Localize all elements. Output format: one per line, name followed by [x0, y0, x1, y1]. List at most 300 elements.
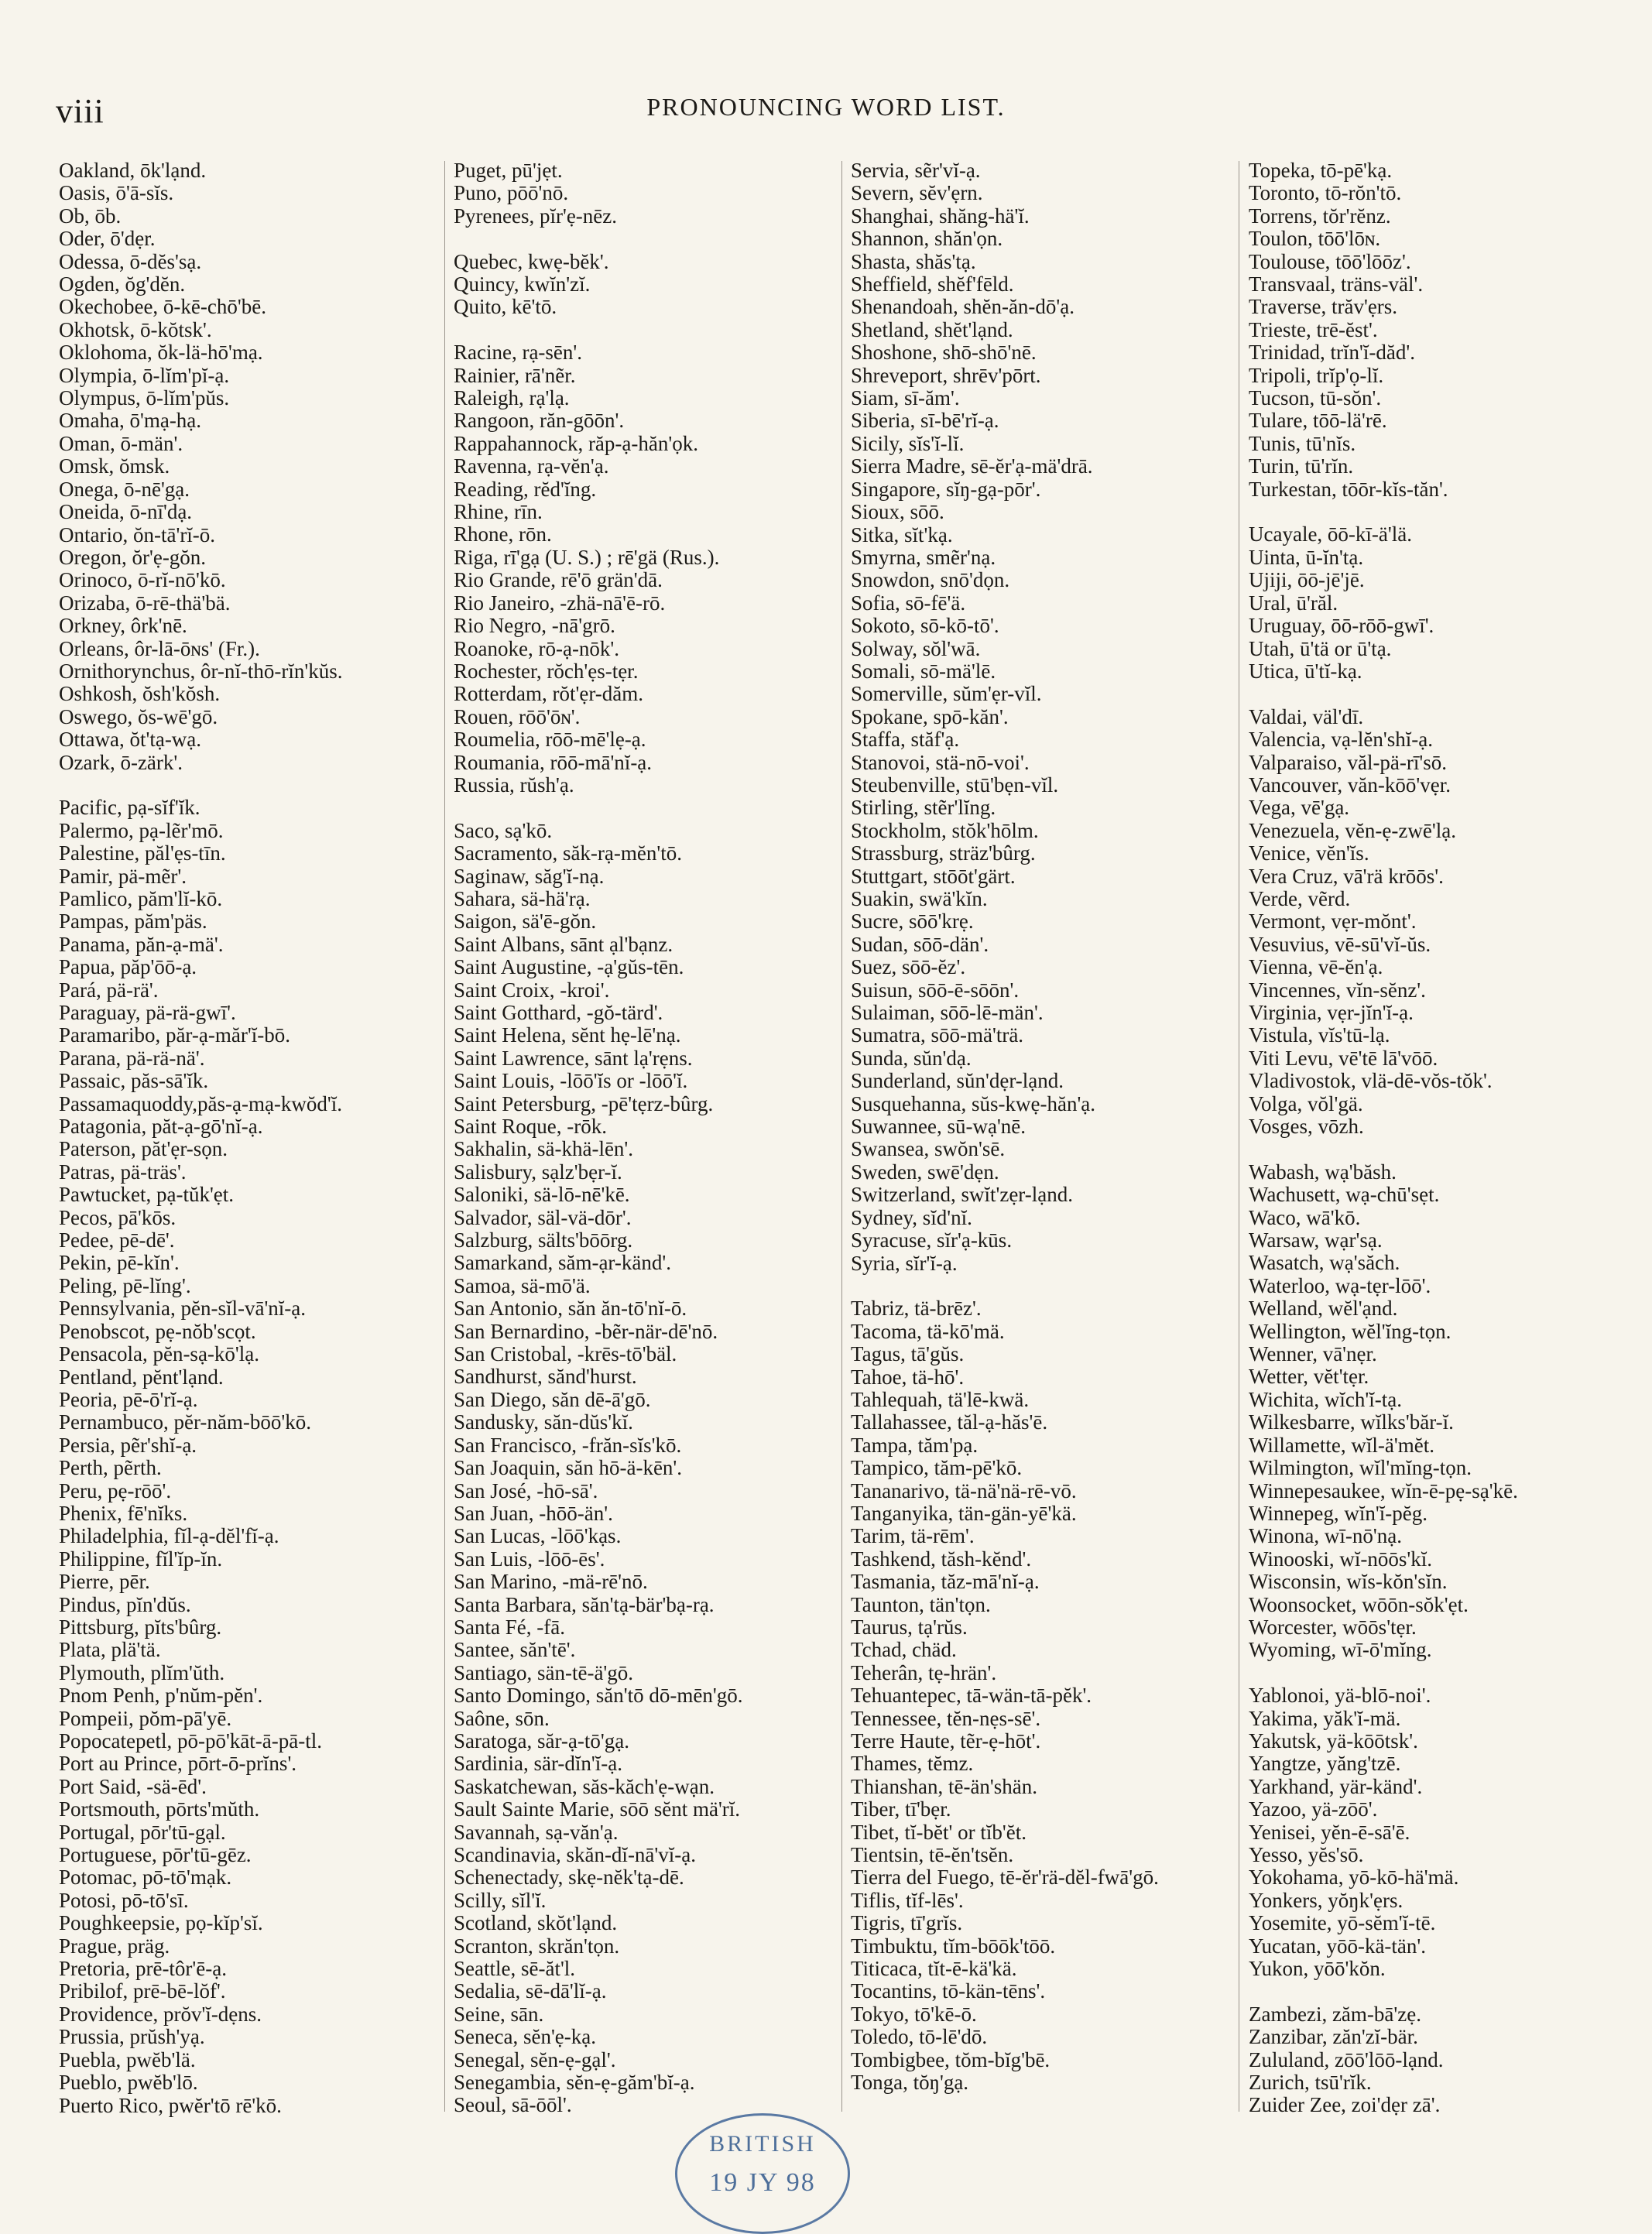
word-entry: Trinidad, trĭn'ĭ-dăd'. [1249, 341, 1415, 365]
word-entry: Welland, wĕl'ạnd. [1249, 1297, 1398, 1321]
word-entry: Tierra del Fuego, tē-ĕr'rä-dĕl-fwā'gō. [851, 1866, 1159, 1890]
word-entry: Pretoria, prē-tôr'ē-ạ. [59, 1957, 228, 1981]
word-entry: Yakima, yăk'ĭ-mä. [1249, 1706, 1401, 1730]
word-entry: Ravenna, rạ-vĕn'ạ. [454, 454, 609, 478]
word-entry: Sunderland, sŭn'dẹr-lạnd. [851, 1069, 1064, 1093]
word-entry: Sicily, sĭs'ĭ-lĭ. [851, 431, 965, 455]
word-entry: Pensacola, pĕn-sạ-kō'lạ. [59, 1342, 260, 1366]
word-entry: Tabriz, tä-brēz'. [851, 1297, 982, 1321]
word-entry: Patras, pä-träs'. [59, 1160, 187, 1184]
word-entry: Sweden, swē'dẹn. [851, 1160, 999, 1184]
word-entry: Saint Roque, -rōk. [454, 1115, 607, 1139]
word-entry: Quincy, kwĭn'zĭ. [454, 272, 591, 296]
word-entry: Tiber, tī'bẹr. [851, 1797, 951, 1821]
word-entry: Venice, vĕn'ĭs. [1249, 841, 1369, 865]
word-entry: Senegambia, sĕn-ẹ-găm'bĭ-ạ. [454, 2071, 695, 2095]
word-entry: Orizaba, ō-rē-thä'bä. [59, 591, 231, 615]
word-entry: Rio Janeiro, -zhä-nā'ē-rō. [454, 591, 666, 615]
word-entry: Saint Gotthard, -gŏ-tärd'. [454, 1000, 663, 1024]
word-entry: Tonga, tŏŋ'gạ. [851, 2071, 969, 2095]
word-entry: Wachusett, wạ-chū'sẹt. [1249, 1183, 1440, 1207]
word-entry: Pentland, pĕnt'lạnd. [59, 1365, 224, 1389]
letter-group [454, 159, 845, 228]
word-entry: Peoria, pē-ō'rĭ-ạ. [59, 1387, 198, 1411]
letter-group [454, 341, 845, 797]
letter-group [454, 820, 845, 2117]
word-entry: Sucre, sōō'krẹ. [851, 910, 974, 934]
word-entry: Saratoga, săr-ạ-tō'gạ. [454, 1729, 629, 1753]
word-entry: Pompeii, pŏm-pā'yē. [59, 1706, 232, 1730]
word-entry: Syria, sĭr'ĭ-ạ. [851, 1251, 958, 1275]
word-entry: Sandusky, săn-dŭs'kĭ. [454, 1410, 633, 1434]
word-entry: Vosges, vōzh. [1249, 1115, 1364, 1139]
word-entry: Passaic, păs-sā'ĭk. [59, 1069, 209, 1093]
word-entry: Saint Petersburg, -pē'tẹrz-bûrg. [454, 1091, 714, 1115]
word-entry: Quebec, kwẹ-bĕk'. [454, 249, 609, 273]
word-entry: Paramaribo, păr-ạ-măr'ĭ-bō. [59, 1023, 290, 1047]
word-entry: Santa Barbara, săn'tạ-bär'bạ-rạ. [454, 1592, 715, 1616]
word-entry: Saint Louis, -lōō'ĭs or -lōō'ĭ. [454, 1069, 688, 1093]
word-entry: Wenner, vā'nẹr. [1249, 1342, 1377, 1366]
word-entry: Pennsylvania, pĕn-sĭl-vā'nĭ-ạ. [59, 1297, 307, 1321]
page-number: viii [56, 92, 105, 130]
word-entry: Somerville, sŭm'ẹr-vĭl. [851, 682, 1042, 706]
word-entry: Viti Levu, vē'tē lā'vōō. [1249, 1046, 1438, 1070]
word-entry: Sakhalin, sä-khä-lēn'. [454, 1137, 634, 1161]
word-entry: San Marino, -mä-rē'nō. [454, 1570, 648, 1594]
word-entry: Uinta, ū-ĭn'tạ. [1249, 545, 1364, 569]
word-entry: Winnepesaukee, wĭn-ē-pẹ-sạ'kē. [1249, 1478, 1518, 1502]
word-entry: Providence, prŏv'ĭ-dẹns. [59, 2002, 262, 2026]
word-entry: Santiago, sän-tē-ä'gō. [454, 1660, 634, 1684]
word-entry: Patagonia, păt-ạ-gō'nĭ-ạ. [59, 1115, 263, 1139]
word-entry: Wyoming, wī-ō'mĭng. [1249, 1638, 1432, 1662]
word-entry: Roumania, rōō-mā'nĭ-ạ. [454, 750, 653, 774]
word-entry: Schenectady, skẹ-nĕk'tạ-dē. [454, 1866, 684, 1890]
word-entry: Pacific, pạ-sĭf'ĭk. [59, 796, 201, 820]
word-entry: Tigris, tī'grĭs. [851, 1911, 963, 1935]
word-entry: Ornithorynchus, ôr-nĭ-thō-rĭn'kŭs. [59, 659, 343, 683]
word-entry: Zambezi, zăm-bā'zẹ. [1249, 2002, 1421, 2026]
word-entry: Virginia, vẹr-jĭn'ĭ-ạ. [1249, 1001, 1414, 1024]
word-entry: Wichita, wĭch'ĭ-tạ. [1249, 1387, 1402, 1411]
word-entry: Sulaiman, sōō-lē-män'. [851, 1001, 1044, 1025]
word-entry: Tananarivo, tä-nä'nä-rē-vō. [851, 1478, 1077, 1502]
word-entry: Philadelphia, fĭl-ạ-dĕl'fĭ-ạ. [59, 1524, 279, 1548]
word-entry: Oregon, ŏr'ẹ-gŏn. [59, 545, 207, 569]
word-entry: Passamaquoddy,păs-ạ-mạ-kwŏd'ĭ. [59, 1091, 343, 1115]
word-entry: Worcester, wōōs'tẹr. [1249, 1615, 1417, 1639]
word-entry: Trieste, trē-ĕst'. [1249, 317, 1378, 341]
word-entry: Terre Haute, tẽr-ẹ-hōt'. [851, 1729, 1041, 1753]
word-entry: Thianshan, tē-än'shän. [851, 1774, 1038, 1798]
word-entry: Vienna, vē-ĕn'ạ. [1249, 955, 1383, 979]
word-entry: Yucatan, yōō-kä-tän'. [1249, 1934, 1427, 1958]
word-entry: Ujiji, ōō-jē'jē. [1249, 568, 1365, 592]
word-entry: Tallahassee, tăl-ạ-hăs'ē. [851, 1410, 1048, 1434]
word-entry: San Lucas, -lōō'kạs. [454, 1524, 622, 1548]
word-entry: Stirling, stẽr'lĭng. [851, 796, 996, 820]
word-entry: Toledo, tō-lē'dō. [851, 2025, 988, 2049]
word-entry: Tulare, tōō-lä'rē. [1249, 409, 1387, 433]
word-entry: Roanoke, rō-ạ-nōk'. [454, 636, 620, 660]
word-entry: Sokoto, sō-kō-tō'. [851, 614, 999, 638]
word-entry: Ucayale, ōō-kī-ä'lä. [1249, 523, 1413, 547]
word-entry: Sedalia, sē-dā'lĭ-ạ. [454, 1979, 607, 2003]
letter-group [59, 797, 450, 2117]
word-entry: Oswego, ŏs-wē'gō. [59, 704, 218, 728]
word-entry: Popocatepetl, pō-pō'kāt-ā-pā-tl. [59, 1729, 322, 1753]
word-entry: Tombigbee, tŏm-bĭg'bē. [851, 2047, 1050, 2071]
word-entry: Servia, sẽr'vĭ-ạ. [851, 159, 981, 182]
word-entry: Plata, plä'tä. [59, 1638, 161, 1662]
word-entry: Oklohoma, ŏk-lä-hō'mạ. [59, 341, 263, 365]
word-entry: Salzburg, sälts'bōōrg. [454, 1228, 633, 1252]
word-entry: Saône, sōn. [454, 1706, 550, 1730]
word-entry: Scranton, skrăn'tọn. [454, 1934, 620, 1958]
word-entry: Valencia, vạ-lĕn'shĭ-ạ. [1249, 728, 1434, 752]
word-entry: Steubenville, stū'bẹn-vĭl. [851, 773, 1059, 797]
word-entry: Pamlico, păm'lĭ-kō. [59, 886, 223, 910]
word-entry: Yarkhand, yär-känd'. [1249, 1774, 1423, 1798]
word-entry: Peling, pē-lĭng'. [59, 1273, 191, 1297]
word-entry: Toulon, tōō'lōɴ. [1249, 227, 1381, 251]
word-entry: Pittsburg, pĭts'bûrg. [59, 1615, 222, 1639]
word-entry: Samarkand, săm-ạr-känd'. [454, 1251, 671, 1275]
word-entry: Shoshone, shō-shō'nē. [851, 341, 1037, 365]
word-entry: Pamir, pä-mẽr'. [59, 864, 187, 888]
word-entry: Shenandoah, shĕn-ăn-dō'ạ. [851, 295, 1075, 319]
word-entry: Tokyo, tō'kē-ō. [851, 2002, 977, 2026]
word-entry: Wisconsin, wĭs-kŏn'sĭn. [1249, 1570, 1448, 1594]
word-entry: Tarim, tä-rēm'. [851, 1524, 975, 1548]
word-entry: Zanzibar, zăn'zĭ-bär. [1249, 2025, 1418, 2049]
word-entry: San Juan, -hōō-än'. [454, 1501, 613, 1525]
word-entry: Pyrenees, pĭr'ẹ-nēz. [454, 204, 618, 228]
word-entry: Smyrna, smẽr'nạ. [851, 545, 996, 569]
word-entry: Rhine, rīn. [454, 500, 543, 524]
word-entry: Portsmouth, pōrts'mŭth. [59, 1797, 260, 1821]
word-entry: Orinoco, ō-rĭ-nō'kō. [59, 568, 226, 592]
word-entry: Zuider Zee, zoi'dẹr zā'. [1249, 2093, 1441, 2117]
word-entry: Utah, ū'tä or ū'tạ. [1249, 636, 1392, 660]
word-entry: San Antonio, săn ăn-tō'nĭ-ō. [454, 1297, 687, 1321]
word-entry: Winooski, wĭ-nōōs'kĭ. [1249, 1547, 1433, 1571]
word-entry: Tripoli, trĭp'ọ-lĭ. [1249, 363, 1384, 387]
word-entry: Potosi, pō-tō'sī. [59, 1888, 189, 1912]
word-entry: Santa Fé, -fā. [454, 1615, 565, 1639]
word-entry: Sahara, sä-hä'rạ. [454, 886, 591, 910]
word-entry: Ogden, ŏg'dĕn. [59, 272, 186, 296]
word-entry: Pnom Penh, p'nŭm-pĕn'. [59, 1684, 263, 1708]
word-entry: Rochester, rŏch'ẹs-tẹr. [454, 659, 639, 683]
word-entry: Severn, sĕv'ẹrn. [851, 181, 983, 205]
word-entry: Oder, ō'dẹr. [59, 227, 156, 251]
word-entry: Sofia, sō-fē'ä. [851, 591, 966, 615]
word-entry: Poughkeepsie, pọ-kĭp'sĭ. [59, 1911, 263, 1935]
word-entry: Sacramento, săk-rạ-mĕn'tō. [454, 841, 682, 865]
word-entry: Pekin, pē-kĭn'. [59, 1251, 180, 1275]
word-entry: Tasmania, tăz-mā'nĭ-ạ. [851, 1570, 1040, 1594]
word-entry: Shreveport, shrēv'pōrt. [851, 363, 1041, 387]
word-entry: Singapore, sĭŋ-gạ-pōr'. [851, 477, 1041, 501]
word-entry: Saint Albans, sānt ạl'bạnz. [454, 932, 673, 956]
word-entry: Pecos, pā'kōs. [59, 1205, 177, 1229]
word-entry: Omsk, ŏmsk. [59, 454, 170, 478]
word-entry: Tiflis, tĭf-lēs'. [851, 1888, 964, 1912]
word-entry: Tampico, tăm-pē'kō. [851, 1456, 1023, 1480]
word-entry: Savannah, sạ-văn'ạ. [454, 1820, 619, 1844]
stamp-date: 19 JY 98 [709, 2168, 816, 2197]
word-entry: Puebla, pwĕb'lä. [59, 2047, 196, 2071]
word-entry: Plymouth, plĭm'ŭth. [59, 1660, 225, 1684]
word-entry: Pierre, pēr. [59, 1570, 150, 1594]
word-entry: Phenix, fē'nĭks. [59, 1501, 188, 1525]
word-list-column-3 [851, 159, 1242, 2117]
word-entry: Santee, săn'tē'. [454, 1638, 576, 1662]
word-entry: Verde, vẽrd. [1249, 886, 1351, 910]
word-entry: Zurich, tsū'rĭk. [1249, 2071, 1372, 2095]
word-entry: Scandinavia, skăn-dĭ-nā'vĭ-ạ. [454, 1843, 697, 1867]
word-entry: Oshkosh, ŏsh'kŏsh. [59, 682, 221, 706]
word-entry: Sunda, sŭn'dạ. [851, 1046, 972, 1070]
word-entry: Sandhurst, sănd'hurst. [454, 1365, 637, 1389]
word-entry: Yokohama, yō-kō-hä'mä. [1249, 1866, 1459, 1890]
word-entry: Scilly, sĭl'ĭ. [454, 1888, 547, 1912]
word-entry: Strassburg, sträz'bûrg. [851, 841, 1036, 865]
word-entry: Tagus, tā'gŭs. [851, 1342, 965, 1366]
word-entry: Zululand, zōō'lōō-lạnd. [1249, 2047, 1444, 2071]
word-entry: Taunton, tän'tọn. [851, 1592, 991, 1616]
word-entry: Sierra Madre, sē-ĕr'ạ-mä'drā. [851, 454, 1093, 478]
word-entry: Paterson, păt'ẹr-sọn. [59, 1137, 228, 1161]
word-entry: Sioux, sōō. [851, 500, 944, 524]
word-entry: Okechobee, ō-kē-chō'bē. [59, 295, 266, 319]
word-entry: Puget, pū'jẹt. [454, 159, 563, 182]
word-entry: Stanovoi, stä-nō-voi'. [851, 750, 1030, 774]
word-entry: Rappahannock, răp-ạ-hăn'ọk. [454, 431, 698, 455]
word-entry: Okhotsk, ō-kŏtsk'. [59, 317, 212, 341]
word-entry: Seattle, sē-ăt'l. [454, 1957, 576, 1981]
word-entry: Oakland, ōk'lạnd. [59, 159, 207, 182]
word-entry: Oneida, ō-nī'dạ. [59, 500, 193, 524]
word-entry: Yablonoi, yä-blō-noi'. [1249, 1684, 1431, 1708]
word-entry: Valparaiso, văl-pä-rī'sō. [1249, 750, 1448, 774]
word-entry: Raleigh, rạ'lạ. [454, 386, 570, 410]
word-entry: Turkestan, tōōr-kĭs-tăn'. [1249, 477, 1448, 501]
word-entry: Portuguese, pōr'tū-gēz. [59, 1843, 252, 1867]
word-entry: Switzerland, swĭt'zẹr-lạnd. [851, 1183, 1073, 1207]
word-entry: Taurus, tạ'rŭs. [851, 1615, 968, 1639]
word-entry: Shasta, shăs'tạ. [851, 249, 976, 273]
letter-group [851, 159, 1242, 1275]
word-entry: Vincennes, vĭn-sĕnz'. [1249, 978, 1426, 1002]
word-entry: Wellington, wĕl'ĭng-tọn. [1249, 1319, 1451, 1343]
word-entry: Stockholm, stŏk'hōlm. [851, 818, 1039, 842]
word-entry: Wetter, vĕt'tẹr. [1249, 1365, 1369, 1389]
word-entry: Seine, sān. [454, 2002, 544, 2026]
word-entry: Rangoon, răn-gōōn'. [454, 409, 625, 433]
word-entry: Palermo, pạ-lẽr'mō. [59, 818, 224, 842]
word-entry: Tocantins, tō-kän-tēns'. [851, 1979, 1046, 2003]
letter-group [1249, 159, 1640, 501]
letter-group [1249, 706, 1640, 1139]
word-entry: Roumelia, rōō-mē'lẹ-ạ. [454, 728, 646, 752]
word-entry: Santo Domingo, săn'tō dō-mēn'gō. [454, 1684, 743, 1708]
word-entry: Rouen, rōō'ōɴ'. [454, 704, 581, 728]
word-entry: Pernambuco, pĕr-năm-bōō'kō. [59, 1410, 311, 1434]
word-entry: Torrens, tŏr'rĕnz. [1249, 204, 1391, 228]
word-entry: Vistula, vĭs'tū-lạ. [1249, 1023, 1390, 1047]
word-list-column-4 [1249, 159, 1640, 2140]
word-entry: San Diego, săn dē-ā'gō. [454, 1387, 651, 1411]
word-list-column-1 [59, 159, 450, 2140]
word-entry: Onega, ō-nē'gạ. [59, 477, 190, 501]
word-entry: Toronto, tō-rŏn'tō. [1249, 181, 1402, 205]
word-entry: Siberia, sī-bē'rĭ-ạ. [851, 409, 999, 433]
word-entry: Woonsocket, wōōn-sŏk'ẹt. [1249, 1592, 1469, 1616]
word-entry: Ob, ōb. [59, 204, 122, 228]
word-entry: Ontario, ŏn-tā'rĭ-ō. [59, 523, 216, 547]
word-entry: Tucson, tū-sŏn'. [1249, 386, 1382, 410]
word-entry: Tacoma, tä-kō'mä. [851, 1319, 1005, 1343]
word-entry: Saginaw, săg'ĭ-nạ. [454, 864, 605, 888]
word-entry: Panama, păn-ạ-mä'. [59, 932, 224, 956]
word-entry: Perth, pẽrth. [59, 1456, 162, 1480]
word-entry: Saint Helena, sĕnt hẹ-lē'nạ. [454, 1023, 681, 1047]
word-entry: Winona, wī-nō'nạ. [1249, 1524, 1402, 1548]
word-entry: Wabash, wạ'băsh. [1249, 1160, 1397, 1184]
word-entry: Scotland, skŏt'lạnd. [454, 1911, 618, 1935]
word-entry: Solway, sŏl'wā. [851, 636, 981, 660]
word-entry: Vesuvius, vē-sū'vĭ-ŭs. [1249, 932, 1431, 956]
word-entry: Sheffield, shĕf'fēld. [851, 272, 1014, 296]
word-entry: Uruguay, ōō-rōō-gwī'. [1249, 614, 1434, 638]
word-entry: Saigon, sä'ē-gŏn. [454, 910, 597, 934]
word-entry: Sitka, sĭt'kạ. [851, 523, 953, 547]
word-entry: Portugal, pōr'tū-gạl. [59, 1820, 226, 1844]
word-entry: Pedee, pē-dē'. [59, 1228, 175, 1252]
word-entry: Pawtucket, pạ-tŭk'ẹt. [59, 1183, 235, 1207]
word-entry: Yazoo, yä-zōō'. [1249, 1797, 1378, 1821]
word-entry: San José, -hō-sā'. [454, 1478, 598, 1502]
word-entry: Port au Prince, pōrt-ō-prĭns'. [59, 1752, 297, 1776]
word-entry: San Bernardino, -bẽr-när-dē'nō. [454, 1319, 718, 1343]
word-entry: Willamette, wĭl-ä'mĕt. [1249, 1433, 1434, 1457]
word-entry: Warsaw, wạr'sạ. [1249, 1228, 1383, 1252]
word-entry: Shanghai, shăng-hä'ĭ. [851, 204, 1030, 228]
word-entry: Orleans, ôr-lā-ōɴs' (Fr.). [59, 636, 260, 660]
letter-group [1249, 1161, 1640, 1662]
word-entry: Susquehanna, sŭs-kwẹ-hăn'ạ. [851, 1091, 1096, 1115]
letter-group [59, 159, 450, 774]
word-entry: Pará, pä-rä'. [59, 978, 159, 1002]
word-entry: Volga, vŏl'gä. [1249, 1091, 1363, 1115]
word-entry: Saint Croix, -kroi'. [454, 978, 610, 1002]
word-entry: Valdai, väl'dī. [1249, 704, 1364, 728]
word-entry: Vermont, vẹr-mŏnt'. [1249, 910, 1417, 934]
word-entry: Shetland, shĕt'lạnd. [851, 317, 1013, 341]
word-entry: Turin, tū'rĭn. [1249, 454, 1354, 478]
word-entry: Saco, sạ'kō. [454, 818, 553, 842]
word-entry: Orkney, ôrk'nē. [59, 614, 187, 638]
word-entry: Vega, vē'gạ. [1249, 796, 1350, 820]
word-entry: Seoul, sā-ōōl'. [454, 2093, 572, 2117]
word-entry: Sardinia, sär-dĭn'ĭ-ạ. [454, 1752, 623, 1776]
word-entry: Rainier, rā'nẽr. [454, 363, 576, 387]
word-entry: Salvador, säl-vä-dōr'. [454, 1205, 632, 1229]
word-entry: Pampas, păm'päs. [59, 910, 207, 934]
word-entry: Yenisei, yĕn-ē-sā'ē. [1249, 1820, 1410, 1844]
word-entry: Prague, präg. [59, 1934, 170, 1958]
word-entry: Port Said, -sä-ēd'. [59, 1774, 207, 1798]
word-entry: Omaha, ō'mạ-hạ. [59, 409, 202, 433]
word-entry: Yonkers, yŏŋk'ẹrs. [1249, 1888, 1404, 1912]
word-entry: Peru, pẹ-rōō'. [59, 1478, 172, 1502]
word-entry: Spokane, spō-kăn'. [851, 704, 1009, 728]
letter-group [1249, 1684, 1640, 1980]
word-entry: Salisbury, sạlz'bẹr-ĭ. [454, 1160, 622, 1184]
word-entry: Siam, sī-ăm'. [851, 386, 960, 410]
word-entry: Tehuantepec, tā-wän-tā-pĕk'. [851, 1684, 1092, 1708]
word-entry: Philippine, fĭl'ĭp-ĭn. [59, 1547, 223, 1571]
word-entry: Ottawa, ŏt'tạ-wạ. [59, 728, 202, 752]
word-entry: Rio Negro, -nā'grō. [454, 614, 615, 638]
word-entry: Odessa, ō-dĕs'sạ. [59, 249, 202, 273]
word-entry: Wasatch, wạ'săch. [1249, 1251, 1400, 1275]
word-entry: Ural, ū'răl. [1249, 591, 1338, 615]
word-entry: Racine, rạ-sēn'. [454, 341, 583, 365]
word-entry: Tientsin, tē-ĕn'tsĕn. [851, 1843, 1014, 1867]
word-entry: Suez, sōō-ĕz'. [851, 955, 966, 979]
word-entry: Shannon, shăn'ọn. [851, 227, 1003, 251]
word-entry: Traverse, trăv'ẹrs. [1249, 295, 1398, 319]
word-entry: Potomac, pō-tō'mạk. [59, 1866, 232, 1890]
word-entry: Prussia, prŭsh'yạ. [59, 2025, 205, 2049]
word-entry: San Joaquin, săn hō-ä-kēn'. [454, 1456, 683, 1480]
word-entry: Tashkend, tăsh-kĕnd'. [851, 1547, 1032, 1571]
word-entry: Thames, tĕmz. [851, 1752, 974, 1776]
running-head: PRONOUNCING WORD LIST. [646, 93, 1006, 121]
word-entry: Sydney, sĭd'nĭ. [851, 1205, 972, 1229]
word-entry: Tchad, chäd. [851, 1638, 957, 1662]
word-entry: Oman, ō-män'. [59, 431, 183, 455]
word-entry: Senegal, sĕn-ẹ-gạl'. [454, 2047, 616, 2071]
word-entry: Parana, pä-rä-nä'. [59, 1046, 205, 1070]
word-entry: Yosemite, yō-sĕm'ĭ-tē. [1249, 1911, 1436, 1935]
word-entry: Waco, wā'kō. [1249, 1205, 1361, 1229]
word-entry: Rotterdam, rŏt'ẹr-dăm. [454, 682, 643, 706]
word-entry: Yakutsk, yä-kōōtsk'. [1249, 1729, 1418, 1753]
word-entry: Topeka, tō-pē'kạ. [1249, 159, 1393, 182]
word-entry: Saloniki, sä-lō-nē'kē. [454, 1183, 630, 1207]
word-entry: Vladivostok, vlä-dē-vŏs-tŏk'. [1249, 1069, 1493, 1093]
letter-group [454, 251, 845, 319]
word-entry: Vera Cruz, vā'rä krōōs'. [1249, 864, 1444, 888]
word-entry: Paraguay, pä-rä-gwī'. [59, 1001, 236, 1025]
word-entry: Snowdon, snō'dọn. [851, 568, 1010, 592]
word-entry: Yesso, yĕs'sō. [1249, 1843, 1364, 1866]
word-entry: Rhone, rōn. [454, 523, 552, 547]
word-entry: San Francisco, -frăn-sĭs'kō. [454, 1433, 682, 1457]
word-entry: Titicaca, tĭt-ē-kä'kä. [851, 1957, 1017, 1981]
word-entry: Quito, kē'tō. [454, 295, 557, 319]
word-entry: Tanganyika, tän-gän-yē'kä. [851, 1501, 1077, 1525]
word-entry: Swansea, swŏn'sē. [851, 1137, 1006, 1161]
word-entry: Penobscot, pẹ-nŏb'scọt. [59, 1319, 256, 1343]
word-entry: Riga, rī'gạ (U. S.) ; rē'gä (Rus.). [454, 545, 720, 569]
word-entry: Saint Augustine, -ạ'gŭs-tēn. [454, 955, 684, 979]
